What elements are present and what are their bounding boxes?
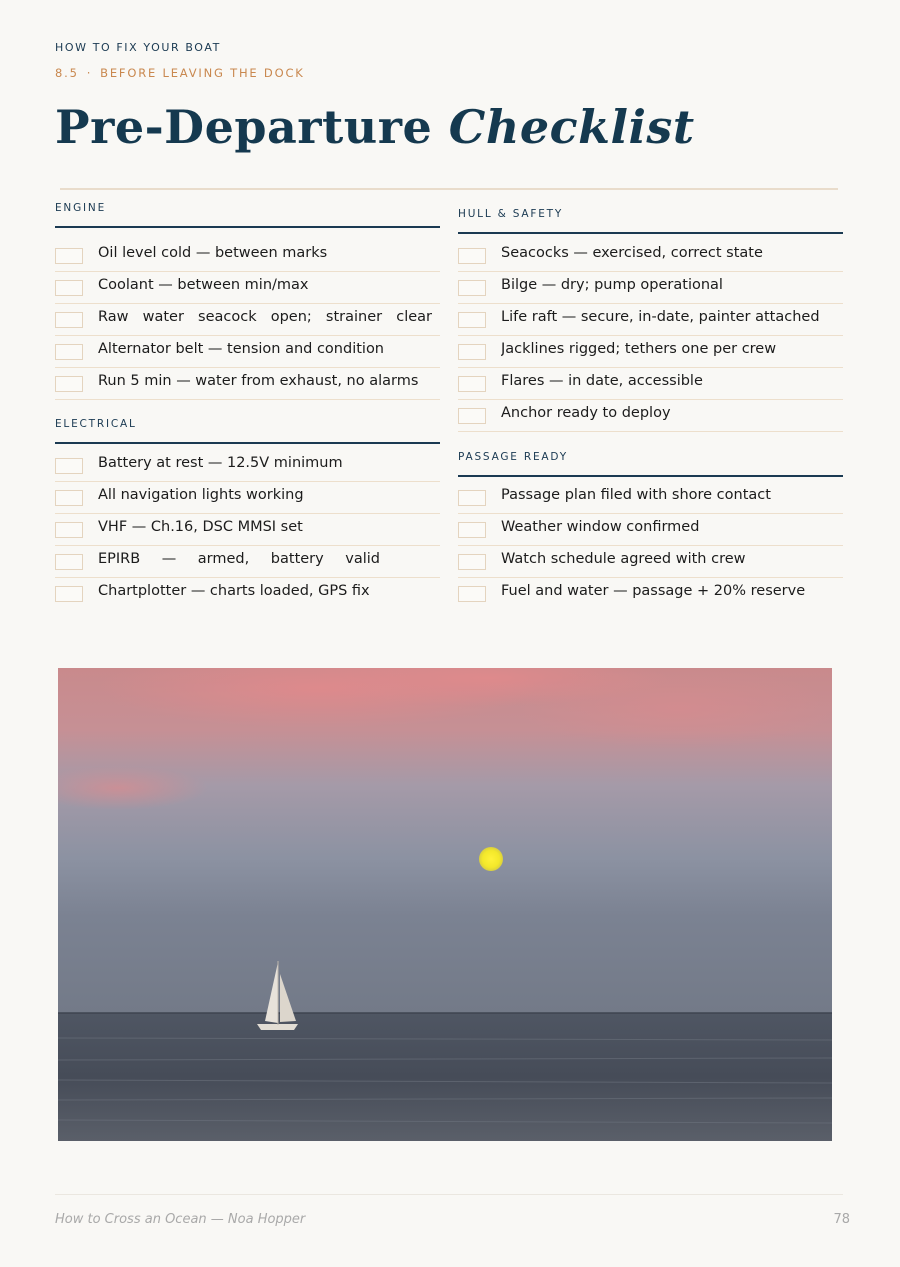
checklist-item[interactable] — [55, 545, 440, 578]
checklist-item-label: Bilge — dry; pump operational — [501, 277, 723, 293]
checklist-item-label: VHF — Ch.16, DSC MMSI set — [98, 519, 303, 535]
checklist-item[interactable] — [458, 271, 843, 304]
checklist-item[interactable] — [55, 513, 440, 546]
checklist-item-label: Life raft — secure, in-date, painter attached — [501, 309, 820, 325]
footer-book-author: How to Cross an Ocean — Noa Hopper — [55, 1212, 306, 1227]
checklist-item[interactable] — [458, 577, 843, 609]
page-title — [55, 100, 695, 154]
title-rule — [60, 188, 838, 190]
section-separator: · — [86, 66, 93, 80]
page-title-italic: Checklist — [448, 100, 695, 154]
section-heading-passage-ready: PASSAGE READY — [458, 451, 843, 477]
checklist-item-label: Passage plan filed with shore contact — [501, 487, 771, 503]
section-heading-hull-safety: HULL & SAFETY — [458, 208, 843, 234]
checkbox[interactable] — [55, 554, 83, 570]
checklist-item[interactable] — [458, 399, 843, 432]
section-heading-electrical: ELECTRICAL — [55, 418, 440, 444]
checklist-item-label: Anchor ready to deploy — [501, 405, 671, 421]
checklist-item-label: EPIRB — armed, battery valid — [98, 551, 380, 567]
checkbox[interactable] — [55, 458, 83, 474]
checkbox[interactable] — [458, 522, 486, 538]
checklist-item-label: Run 5 min — water from exhaust, no alarms — [98, 373, 419, 389]
checklist-item[interactable] — [55, 449, 440, 482]
section-name: BEFORE LEAVING THE DOCK — [100, 66, 305, 80]
checkbox[interactable] — [55, 280, 83, 296]
page-number: 78 — [833, 1212, 850, 1227]
checkbox[interactable] — [55, 376, 83, 392]
checkbox[interactable] — [55, 522, 83, 538]
checklist-item-label: Oil level cold — between marks — [98, 245, 328, 261]
checklist-item-label: Fuel and water — passage + 20% reserve — [501, 583, 806, 599]
checklist-item[interactable] — [55, 577, 440, 609]
checklist-item-label: Raw water seacock open; strainer clear — [98, 309, 432, 325]
checklist-item-label: Battery at rest — 12.5V minimum — [98, 455, 343, 471]
section-reference — [55, 66, 305, 80]
checkbox[interactable] — [458, 344, 486, 360]
checklist-item-label: Weather window confirmed — [501, 519, 700, 535]
checklist-item[interactable] — [458, 513, 843, 546]
checklist-item[interactable] — [458, 481, 843, 514]
checklist-item[interactable] — [55, 367, 440, 400]
checklist-item-label: Flares — in date, accessible — [501, 373, 703, 389]
checkbox[interactable] — [55, 312, 83, 328]
checklist-item-label: Watch schedule agreed with crew — [501, 551, 746, 567]
footer-rule — [55, 1194, 843, 1195]
checkbox[interactable] — [55, 586, 83, 602]
sailboat-sunset-photo — [58, 668, 832, 1141]
checklist-item-label: Seacocks — exercised, correct state — [501, 245, 763, 261]
checklist-item[interactable] — [458, 367, 843, 400]
checkbox[interactable] — [458, 490, 486, 506]
checkbox[interactable] — [458, 312, 486, 328]
checklist-item[interactable] — [458, 239, 843, 272]
checkbox[interactable] — [55, 248, 83, 264]
checkbox[interactable] — [458, 248, 486, 264]
section-number: 8.5 — [55, 66, 79, 80]
checkbox[interactable] — [458, 280, 486, 296]
checkbox[interactable] — [458, 376, 486, 392]
checklist-item-label: Jacklines rigged; tethers one per crew — [501, 341, 777, 357]
checklist-item[interactable] — [55, 239, 440, 272]
checklist-item[interactable] — [55, 335, 440, 368]
checklist-item[interactable] — [55, 303, 440, 336]
section-heading-engine: ENGINE — [55, 202, 440, 228]
checkbox[interactable] — [55, 344, 83, 360]
checklist-item[interactable] — [55, 271, 440, 304]
checklist-item[interactable] — [55, 481, 440, 514]
book-title: HOW TO FIX YOUR BOAT — [55, 41, 221, 54]
checkbox[interactable] — [458, 586, 486, 602]
checklist-item-label: All navigation lights working — [98, 487, 304, 503]
page-title-main: Pre-Departure — [55, 100, 433, 154]
checklist-item-label: Alternator belt — tension and condition — [98, 341, 384, 357]
checkbox[interactable] — [55, 490, 83, 506]
checklist-item[interactable] — [458, 545, 843, 578]
checklist-item[interactable] — [458, 303, 843, 336]
checklist-item-label: Coolant — between min/max — [98, 277, 309, 293]
checklist-item[interactable] — [458, 335, 843, 368]
checkbox[interactable] — [458, 408, 486, 424]
checklist-item-label: Chartplotter — charts loaded, GPS fix — [98, 583, 370, 599]
checkbox[interactable] — [458, 554, 486, 570]
